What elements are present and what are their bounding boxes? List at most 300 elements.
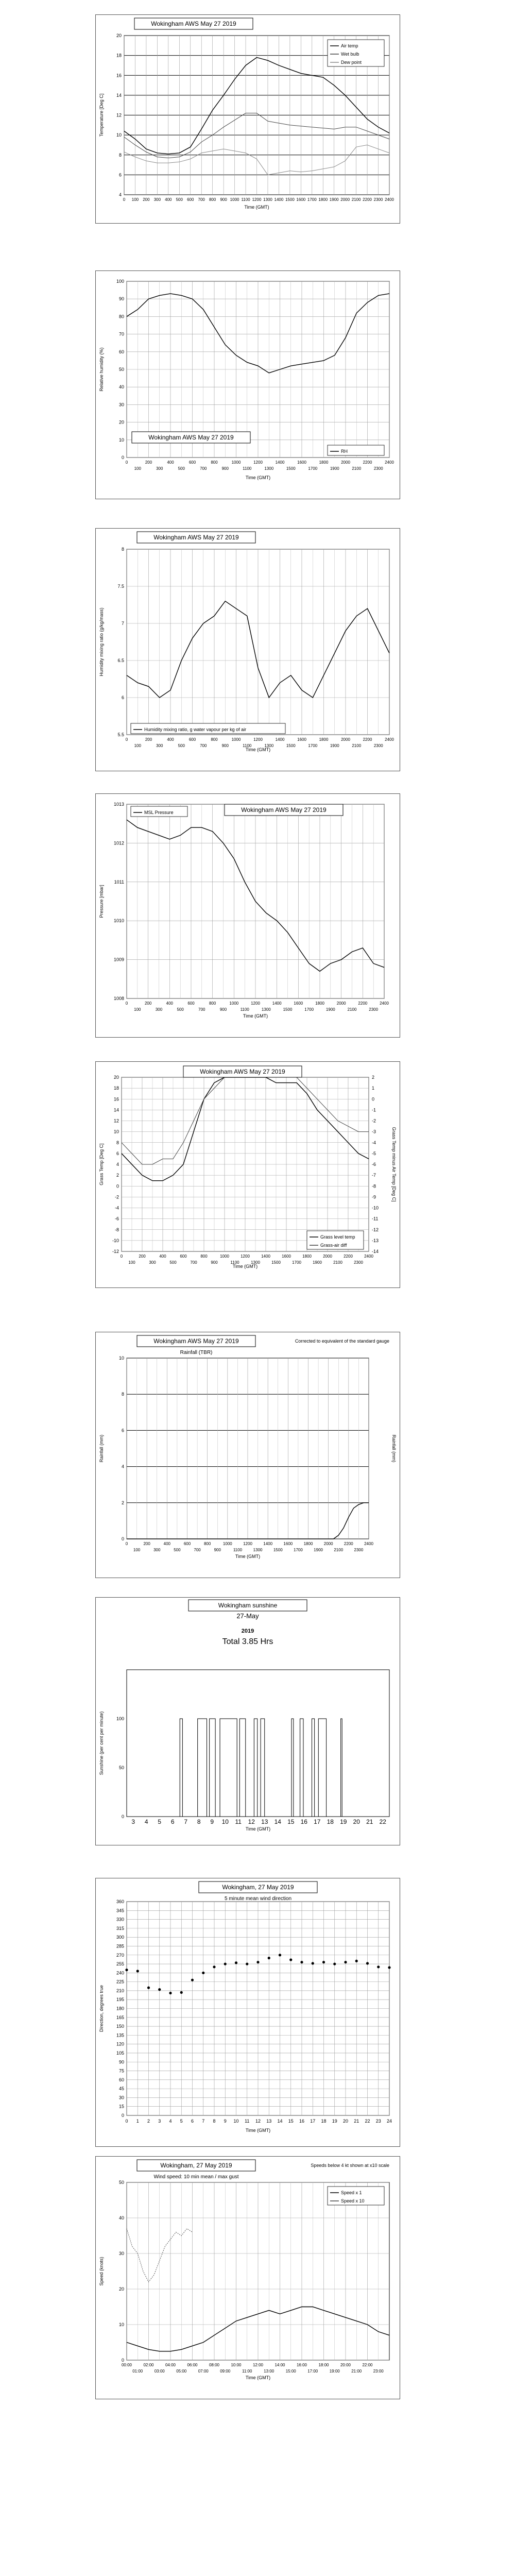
x-tick-label: 900 bbox=[221, 466, 229, 471]
x-tick-label: 2200 bbox=[344, 1541, 353, 1546]
x-tick-label: 200 bbox=[143, 197, 150, 202]
data-point bbox=[147, 1987, 150, 1989]
x-tick-label: 1200 bbox=[243, 1541, 252, 1546]
x-tick-label: 11 bbox=[235, 1818, 242, 1825]
x-tick-label: 500 bbox=[176, 197, 183, 202]
x-tick-label: 6 bbox=[170, 1818, 175, 1825]
x-tick-label: 200 bbox=[139, 1254, 146, 1259]
temperature-chart-panel bbox=[95, 14, 400, 224]
y-tick-label: 10 bbox=[113, 1129, 119, 1134]
x-tick-label: 1900 bbox=[330, 743, 339, 748]
x-tick-label: 11 bbox=[245, 2119, 250, 2124]
pressure-chart bbox=[96, 794, 400, 1037]
x-tick-label: 400 bbox=[167, 737, 174, 742]
x-tick-label: 800 bbox=[203, 1541, 211, 1546]
x-tick-label: 1500 bbox=[285, 197, 295, 202]
y-tick-label: 6 bbox=[121, 1428, 124, 1433]
x-tick-label: 1100 bbox=[243, 466, 252, 471]
x-tick-label: 2300 bbox=[354, 1260, 363, 1265]
y-tick-label: 2 bbox=[116, 1173, 119, 1178]
wind-direction-chart bbox=[96, 1878, 400, 2146]
x-tick-label: 300 bbox=[156, 743, 163, 748]
x-tick-label: 0 bbox=[125, 737, 128, 742]
x-tick-label: 3 bbox=[131, 1818, 135, 1825]
x-tick-label: 2200 bbox=[344, 1254, 353, 1259]
x-tick-label: 700 bbox=[194, 1548, 201, 1552]
x-tick-label: 2 bbox=[147, 2119, 150, 2124]
humidity-chart-panel bbox=[95, 270, 400, 499]
x-tick-label: 900 bbox=[220, 197, 227, 202]
x-tick-label: 1100 bbox=[230, 1260, 239, 1265]
y-tick-label: 0 bbox=[121, 1814, 124, 1819]
data-point bbox=[169, 1992, 171, 1994]
x-tick-label: 17:00 bbox=[307, 2369, 318, 2374]
x-tick-label: 0 bbox=[125, 1541, 128, 1546]
data-point bbox=[224, 1962, 227, 1965]
x-tick-label: 10 bbox=[233, 2119, 239, 2124]
data-point bbox=[180, 1991, 183, 1994]
x-tick-label: 2400 bbox=[385, 737, 394, 742]
x-tick-label: 24 bbox=[386, 2119, 392, 2124]
x-tick-label: 900 bbox=[219, 1007, 227, 1012]
x-tick-label: 1200 bbox=[253, 460, 263, 465]
x-tick-label: 14:00 bbox=[274, 2363, 285, 2367]
y-tick-label: 8 bbox=[118, 152, 122, 158]
x-tick-label: 400 bbox=[159, 1254, 166, 1259]
grass-temp-chart-panel bbox=[95, 1061, 400, 1288]
x-tick-label: 1900 bbox=[330, 466, 339, 471]
x-tick-label: 1100 bbox=[240, 1007, 249, 1012]
x-tick-label: 1 bbox=[136, 2119, 139, 2124]
y-tick-label: 6 bbox=[118, 172, 122, 178]
chart-subtitle: 5 minute mean wind direction bbox=[224, 1896, 292, 1902]
y-tick-label: 100 bbox=[116, 279, 124, 284]
y-tick-label: 6 bbox=[116, 1150, 119, 1156]
x-tick-label: 18:00 bbox=[318, 2363, 329, 2367]
x-axis-label: Time (GMT) bbox=[235, 1554, 261, 1559]
y-tick-label: 270 bbox=[116, 1952, 124, 1958]
legend-entry: Humidity mixing ratio, g water vapour per kg of air bbox=[144, 727, 247, 732]
y-tick-label: 255 bbox=[116, 1961, 124, 1967]
y-tick-label: 105 bbox=[116, 2050, 124, 2056]
y-axis-label: Temperature [Deg C] bbox=[99, 93, 104, 137]
x-tick-label: 0 bbox=[120, 1254, 123, 1259]
mixing-ratio-chart-panel bbox=[95, 528, 400, 771]
data-point bbox=[377, 1965, 380, 1968]
data-point bbox=[213, 1965, 215, 1968]
x-tick-label: 12 bbox=[255, 2119, 261, 2124]
x-tick-label: 700 bbox=[200, 743, 207, 748]
x-tick-label: 5 bbox=[180, 2119, 183, 2124]
data-point bbox=[322, 1961, 325, 1963]
x-tick-label: 15 bbox=[287, 1818, 295, 1825]
x-tick-label: 12:00 bbox=[252, 2363, 264, 2367]
x-tick-label: 2400 bbox=[380, 1001, 389, 1006]
x-tick-label: 2000 bbox=[341, 460, 350, 465]
x-tick-label: 15 bbox=[288, 2119, 294, 2124]
y-tick-label: 5.5 bbox=[117, 732, 124, 737]
y-tick-label: -10 bbox=[112, 1238, 119, 1243]
x-tick-label: 400 bbox=[163, 1541, 171, 1546]
x-tick-label: 2400 bbox=[364, 1254, 373, 1259]
x-tick-label: 2000 bbox=[323, 1254, 332, 1259]
y-tick-label: 1013 bbox=[113, 802, 124, 807]
y-tick-label: 195 bbox=[116, 1997, 124, 2003]
x-tick-label: 09:00 bbox=[220, 2369, 231, 2374]
x-tick-label: 1600 bbox=[294, 1001, 303, 1006]
y-tick-label: 7 bbox=[121, 621, 124, 626]
legend-entry: Dew point bbox=[341, 60, 362, 65]
y-right-tick-label: -9 bbox=[372, 1194, 376, 1200]
x-tick-label: 1300 bbox=[263, 197, 272, 202]
x-tick-label: 1300 bbox=[253, 1548, 263, 1552]
x-tick-label: 8 bbox=[197, 1818, 201, 1825]
x-tick-label: 1700 bbox=[308, 466, 318, 471]
x-tick-label: 700 bbox=[200, 466, 207, 471]
x-tick-label: 23 bbox=[375, 2119, 381, 2124]
y-tick-label: 240 bbox=[116, 1970, 124, 1976]
legend-entry: MSL Pressure bbox=[144, 810, 174, 815]
y-tick-label: 18 bbox=[116, 53, 122, 58]
x-tick-label: 4 bbox=[144, 1818, 148, 1825]
chart-total: Total 3.85 Hrs bbox=[222, 1637, 273, 1646]
humidity-chart bbox=[96, 271, 400, 499]
x-tick-label: 2000 bbox=[340, 197, 350, 202]
x-tick-label: 200 bbox=[145, 737, 152, 742]
x-tick-label: 17 bbox=[310, 2119, 316, 2124]
x-tick-label: 500 bbox=[178, 743, 185, 748]
x-axis-label: Time (GMT) bbox=[243, 1013, 268, 1019]
sunshine-chart bbox=[96, 1598, 400, 1845]
y-right-tick-label: -14 bbox=[372, 1249, 379, 1254]
x-tick-label: 1600 bbox=[297, 737, 306, 742]
y-tick-label: 90 bbox=[118, 296, 124, 302]
chart-year: 2019 bbox=[241, 1628, 254, 1634]
grass-temp-chart bbox=[96, 1062, 400, 1287]
x-tick-label: 300 bbox=[153, 197, 161, 202]
x-tick-label: 2100 bbox=[334, 1548, 344, 1552]
y-tick-label: 60 bbox=[118, 349, 124, 354]
x-tick-label: 400 bbox=[167, 460, 174, 465]
x-tick-label: 600 bbox=[183, 1541, 191, 1546]
data-point bbox=[333, 1962, 336, 1965]
chart-title: Wokingham sunshine bbox=[218, 1602, 278, 1609]
y-tick-label: 10 bbox=[118, 2322, 124, 2327]
x-tick-label: 7 bbox=[184, 1818, 188, 1825]
y-tick-label: 30 bbox=[118, 2251, 124, 2256]
wind-speed-chart bbox=[96, 2157, 400, 2399]
legend-box bbox=[328, 445, 384, 455]
y-tick-label: 10 bbox=[118, 1355, 124, 1361]
chart-date: 27-May bbox=[236, 1612, 259, 1620]
y-right-tick-label: -4 bbox=[372, 1140, 376, 1145]
x-tick-label: 13 bbox=[266, 2119, 272, 2124]
y-tick-label: 20 bbox=[118, 419, 124, 425]
y-tick-label: 0 bbox=[121, 2358, 124, 2363]
x-tick-label: 21:00 bbox=[351, 2369, 362, 2374]
y-right-tick-label: -11 bbox=[372, 1216, 379, 1222]
x-tick-label: 1100 bbox=[243, 743, 252, 748]
x-tick-label: 10 bbox=[221, 1818, 229, 1825]
legend-entry: Speed x 1 bbox=[341, 2190, 362, 2195]
x-tick-label: 1300 bbox=[264, 466, 274, 471]
x-tick-label: 4 bbox=[169, 2119, 172, 2124]
data-point bbox=[268, 1957, 270, 1959]
x-axis-label: Time (GMT) bbox=[245, 2128, 271, 2133]
y-tick-label: 4 bbox=[121, 1464, 124, 1469]
x-tick-label: 10:00 bbox=[231, 2363, 242, 2367]
y-tick-label: 330 bbox=[116, 1917, 124, 1922]
x-tick-label: 20 bbox=[342, 2119, 349, 2124]
x-tick-label: 1000 bbox=[229, 1001, 239, 1006]
x-tick-label: 800 bbox=[211, 737, 218, 742]
y-tick-label: 345 bbox=[116, 1908, 124, 1913]
y-tick-label: -2 bbox=[114, 1194, 119, 1200]
x-tick-label: 1700 bbox=[294, 1548, 303, 1552]
y-axis-label: Sunshine (per cent per minute) bbox=[99, 1711, 104, 1775]
x-tick-label: 1600 bbox=[282, 1254, 291, 1259]
x-tick-label: 1200 bbox=[253, 737, 263, 742]
x-tick-label: 3 bbox=[158, 2119, 161, 2124]
x-tick-label: 1400 bbox=[263, 1541, 273, 1546]
x-tick-label: 2300 bbox=[373, 197, 383, 202]
y-tick-label: 135 bbox=[116, 2032, 124, 2038]
x-tick-label: 900 bbox=[221, 743, 229, 748]
x-tick-label: 21 bbox=[366, 1818, 373, 1825]
x-tick-label: 06:00 bbox=[187, 2363, 198, 2367]
x-tick-label: 14 bbox=[277, 2119, 283, 2124]
x-tick-label: 19:00 bbox=[329, 2369, 340, 2374]
x-axis-label: Time (GMT) bbox=[245, 475, 271, 480]
x-tick-label: 0 bbox=[125, 2119, 128, 2124]
y-tick-label: 1008 bbox=[113, 996, 124, 1001]
data-point bbox=[344, 1961, 347, 1963]
x-tick-label: 400 bbox=[165, 197, 172, 202]
x-tick-label: 1000 bbox=[230, 197, 239, 202]
data-point bbox=[158, 1988, 161, 1991]
y-tick-label: 60 bbox=[118, 2077, 124, 2082]
x-tick-label: 200 bbox=[144, 1001, 152, 1006]
x-tick-label: 13 bbox=[261, 1818, 268, 1825]
x-tick-label: 02:00 bbox=[143, 2363, 154, 2367]
x-tick-label: 16 bbox=[299, 2119, 305, 2124]
y-axis-label: Rainfall (mm) bbox=[99, 1434, 104, 1463]
y-tick-label: 15 bbox=[118, 2104, 124, 2109]
y-right-tick-label: 0 bbox=[372, 1096, 375, 1102]
legend-entry: Air temp bbox=[341, 43, 358, 48]
x-tick-label: 1800 bbox=[319, 737, 329, 742]
x-tick-label: 2000 bbox=[341, 737, 350, 742]
x-tick-label: 1700 bbox=[292, 1260, 301, 1265]
chart-title: Wokingham, 27 May 2019 bbox=[160, 2162, 232, 2169]
x-tick-label: 2300 bbox=[354, 1548, 364, 1552]
data-point bbox=[355, 1960, 358, 1962]
y-tick-label: 165 bbox=[116, 2014, 124, 2020]
x-tick-label: 1800 bbox=[318, 197, 328, 202]
y-right-tick-label: -8 bbox=[372, 1183, 376, 1189]
y-tick-label: 1010 bbox=[113, 918, 124, 924]
y-axis-label: Humidity mixing ratio (g/kg/mass) bbox=[99, 607, 104, 676]
x-tick-label: 900 bbox=[211, 1260, 218, 1265]
y-tick-label: 70 bbox=[118, 331, 124, 337]
legend-entry: RH bbox=[341, 449, 348, 454]
data-point bbox=[312, 1962, 314, 1964]
x-tick-label: 1700 bbox=[308, 743, 318, 748]
y-tick-label: 6 bbox=[121, 695, 124, 700]
y-axis-label-right: Rainfall (mm) bbox=[391, 1434, 397, 1463]
x-tick-label: 500 bbox=[169, 1260, 177, 1265]
y-tick-label: 10 bbox=[118, 437, 124, 443]
x-tick-label: 2200 bbox=[363, 197, 372, 202]
y-tick-label: 80 bbox=[118, 314, 124, 319]
x-tick-label: 1800 bbox=[302, 1254, 312, 1259]
y-tick-label: 225 bbox=[116, 1979, 124, 1985]
x-tick-label: 17 bbox=[314, 1818, 321, 1825]
x-tick-label: 1500 bbox=[286, 743, 296, 748]
x-tick-label: 600 bbox=[187, 197, 194, 202]
chart-title: Wokingham AWS May 27 2019 bbox=[153, 1337, 239, 1345]
wind-direction-chart-panel bbox=[95, 1878, 400, 2147]
data-point bbox=[388, 1966, 390, 1969]
x-tick-label: 2100 bbox=[351, 197, 361, 202]
y-tick-label: 1011 bbox=[114, 879, 124, 885]
x-tick-label: 2300 bbox=[369, 1007, 379, 1012]
x-tick-label: 14 bbox=[274, 1818, 281, 1825]
x-tick-label: 2400 bbox=[385, 460, 394, 465]
x-tick-label: 9 bbox=[210, 1818, 214, 1825]
x-tick-label: 1400 bbox=[272, 1001, 282, 1006]
y-tick-label: 30 bbox=[118, 402, 124, 408]
x-tick-label: 100 bbox=[128, 1260, 135, 1265]
x-tick-label: 200 bbox=[145, 460, 152, 465]
x-tick-label: 1300 bbox=[251, 1260, 260, 1265]
x-tick-label: 12 bbox=[248, 1818, 255, 1825]
x-tick-label: 2200 bbox=[363, 737, 372, 742]
x-tick-label: 2100 bbox=[352, 743, 362, 748]
data-point bbox=[235, 1961, 237, 1964]
x-tick-label: 1800 bbox=[303, 1541, 313, 1546]
y-tick-label: 0 bbox=[121, 2113, 124, 2118]
x-tick-label: 13:00 bbox=[264, 2369, 274, 2374]
x-tick-label: 500 bbox=[177, 1007, 184, 1012]
x-tick-label: 1300 bbox=[261, 1007, 271, 1012]
x-tick-label: 100 bbox=[134, 743, 141, 748]
rainfall-chart-panel bbox=[95, 1332, 400, 1578]
chart-title: Wokingham AWS May 27 2019 bbox=[200, 1068, 285, 1075]
y-axis-label: Relative humidity (%) bbox=[99, 347, 104, 392]
x-tick-label: 2200 bbox=[363, 460, 372, 465]
y-tick-label: 50 bbox=[118, 2180, 124, 2185]
y-tick-label: 150 bbox=[116, 2024, 124, 2029]
y-tick-label: 20 bbox=[116, 33, 122, 38]
rainfall-chart bbox=[96, 1332, 400, 1578]
chart-subtitle: Wind speed: 10 min mean / max gust bbox=[153, 2174, 239, 2180]
y-tick-label: 6.5 bbox=[117, 658, 124, 663]
y-tick-label: 210 bbox=[116, 1988, 124, 1993]
x-tick-label: 900 bbox=[214, 1548, 221, 1552]
y-tick-label: 360 bbox=[116, 1899, 124, 1904]
y-tick-label: 75 bbox=[118, 2068, 124, 2074]
x-tick-label: 2300 bbox=[373, 743, 383, 748]
y-tick-label: 120 bbox=[116, 2041, 124, 2047]
x-axis-label: Time (GMT) bbox=[244, 205, 269, 210]
data-point bbox=[289, 1958, 292, 1961]
x-tick-label: 7 bbox=[202, 2119, 205, 2124]
x-tick-label: 800 bbox=[211, 460, 218, 465]
x-tick-label: 11:00 bbox=[242, 2369, 252, 2374]
x-tick-label: 1500 bbox=[273, 1548, 283, 1552]
x-tick-label: 2400 bbox=[364, 1541, 373, 1546]
x-tick-label: 1200 bbox=[241, 1254, 250, 1259]
x-tick-label: 8 bbox=[213, 2119, 216, 2124]
x-tick-label: 9 bbox=[224, 2119, 227, 2124]
x-tick-label: 1000 bbox=[231, 460, 241, 465]
y-right-tick-label: -12 bbox=[372, 1227, 379, 1232]
y-tick-label: 20 bbox=[118, 2286, 124, 2292]
x-tick-label: 1400 bbox=[261, 1254, 270, 1259]
y-right-tick-label: -1 bbox=[372, 1107, 376, 1113]
y-tick-label: 50 bbox=[118, 1765, 124, 1770]
x-tick-label: 1600 bbox=[283, 1541, 293, 1546]
y-tick-label: -6 bbox=[114, 1216, 119, 1222]
x-tick-label: 1100 bbox=[241, 197, 250, 202]
x-tick-label: 03:00 bbox=[154, 2369, 165, 2374]
y-tick-label: 1012 bbox=[113, 840, 124, 846]
x-tick-label: 2100 bbox=[347, 1007, 357, 1012]
x-tick-label: 300 bbox=[153, 1548, 161, 1552]
y-right-tick-label: -10 bbox=[372, 1205, 379, 1211]
x-tick-label: 1600 bbox=[297, 460, 306, 465]
y-right-tick-label: -2 bbox=[372, 1118, 376, 1124]
chart-title: Wokingham AWS May 27 2019 bbox=[153, 534, 239, 541]
x-tick-label: 0 bbox=[123, 197, 126, 202]
y-tick-label: 12 bbox=[113, 1118, 119, 1124]
x-tick-label: 2000 bbox=[323, 1541, 333, 1546]
x-tick-label: 700 bbox=[198, 197, 205, 202]
y-tick-label: 50 bbox=[118, 367, 124, 372]
legend-entry: Speed x 10 bbox=[341, 2198, 365, 2204]
x-tick-label: 19 bbox=[332, 2119, 337, 2124]
y-tick-label: 315 bbox=[116, 1925, 124, 1931]
x-tick-label: 200 bbox=[143, 1541, 150, 1546]
x-tick-label: 700 bbox=[190, 1260, 197, 1265]
y-tick-label: 40 bbox=[118, 384, 124, 390]
x-tick-label: 2000 bbox=[336, 1001, 346, 1006]
x-tick-label: 0 bbox=[125, 460, 128, 465]
y-tick-label: 16 bbox=[116, 73, 122, 78]
data-point bbox=[300, 1961, 303, 1963]
x-tick-label: 1900 bbox=[314, 1548, 323, 1552]
x-tick-label: 300 bbox=[155, 1007, 163, 1012]
y-axis-label: Pressure [mbar] bbox=[99, 885, 104, 918]
y-right-tick-label: 2 bbox=[372, 1075, 375, 1080]
x-tick-label: 16 bbox=[300, 1818, 307, 1825]
x-tick-label: 2200 bbox=[358, 1001, 368, 1006]
x-tick-label: 400 bbox=[166, 1001, 174, 1006]
x-axis-label: Time (GMT) bbox=[232, 1264, 258, 1269]
x-tick-label: 700 bbox=[198, 1007, 205, 1012]
chart-title: Wokingham AWS May 27 2019 bbox=[151, 20, 236, 27]
x-tick-label: 100 bbox=[131, 197, 139, 202]
y-tick-label: 0 bbox=[116, 1183, 119, 1189]
x-tick-label: 1700 bbox=[307, 197, 317, 202]
y-tick-label: 90 bbox=[118, 2059, 124, 2065]
chart-subtitle: Rainfall (TBR) bbox=[180, 1350, 213, 1355]
chart-note: Speeds below 4 kt shown at x10 scale bbox=[311, 2163, 389, 2168]
y-axis-label-right: Grass Temp minus Air Temp [Deg C] bbox=[391, 1127, 397, 1202]
x-tick-label: 23:00 bbox=[373, 2369, 384, 2374]
data-point bbox=[191, 1979, 194, 1981]
